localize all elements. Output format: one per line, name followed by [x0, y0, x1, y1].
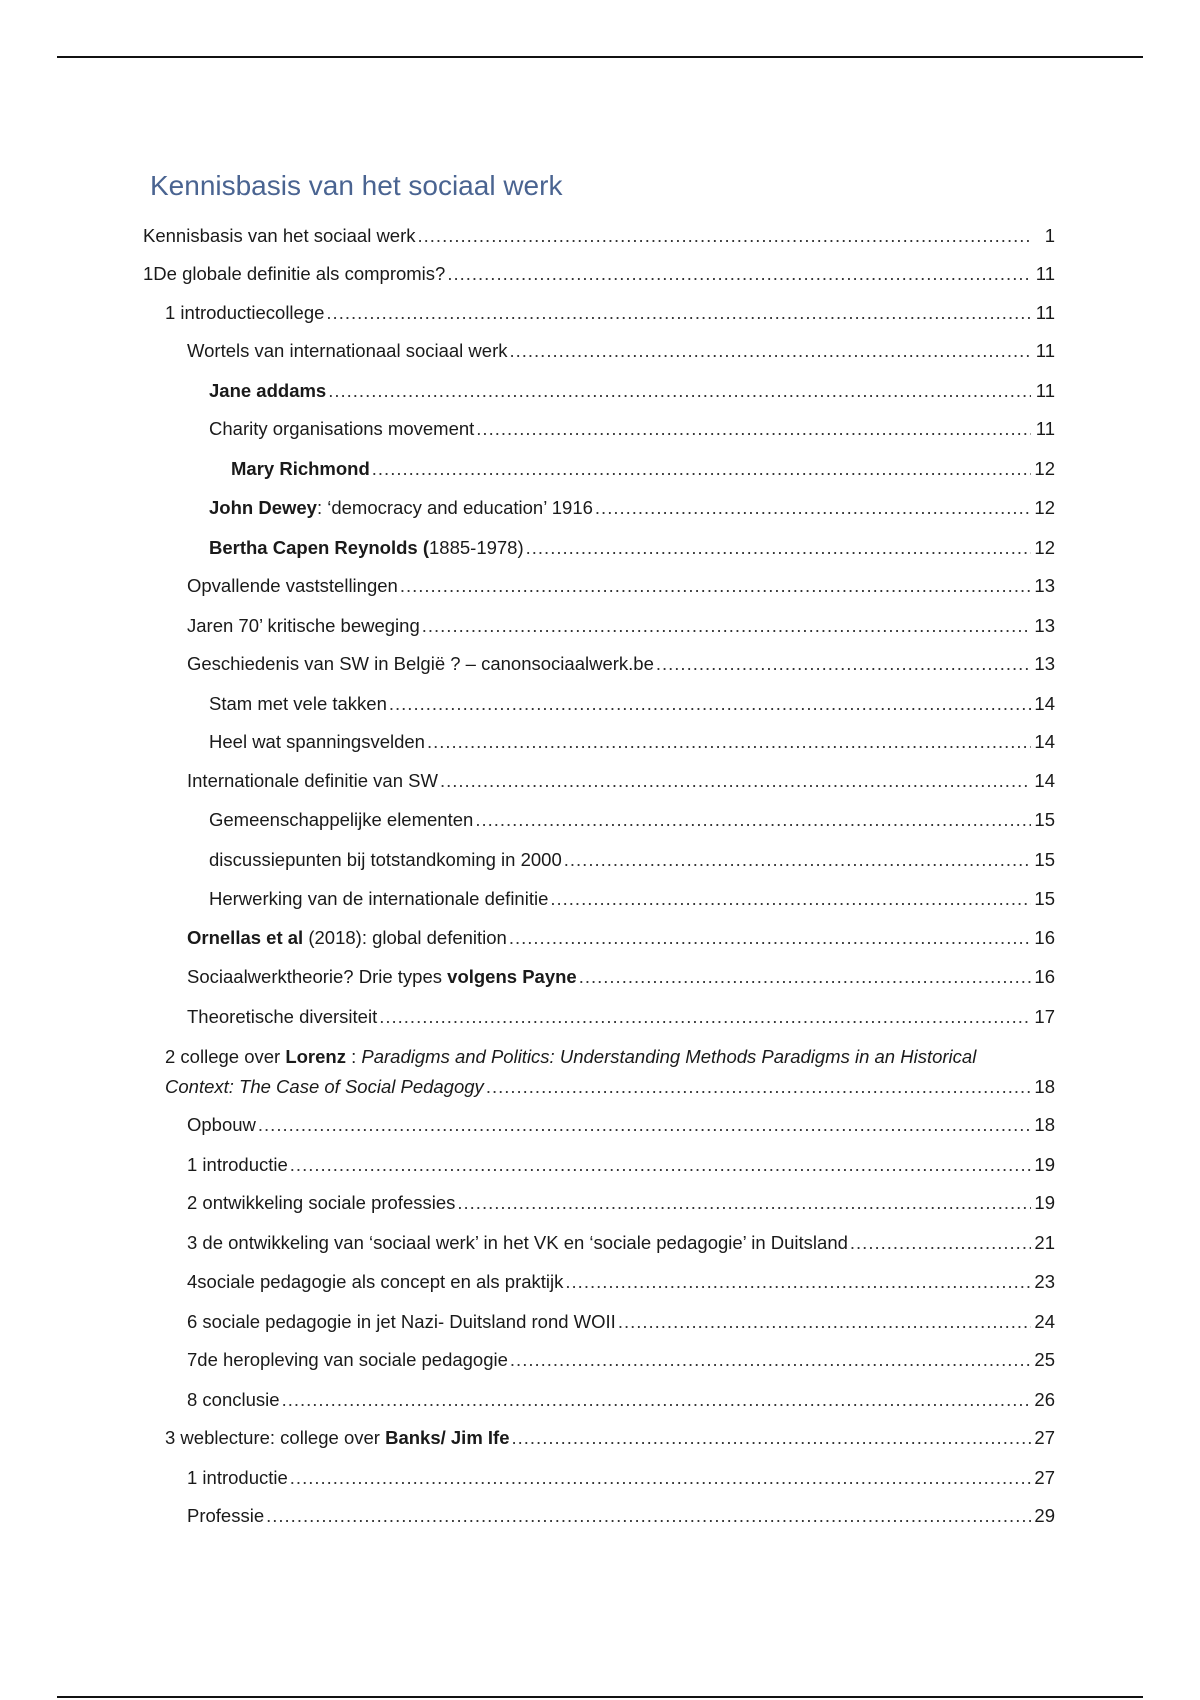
- toc-entry-label: [165, 1426, 510, 1450]
- toc-page-number: 23: [1034, 1271, 1055, 1292]
- toc-leader-dots: [618, 1310, 1031, 1334]
- toc-entry[interactable]: [187, 1191, 1055, 1215]
- toc-leader-dots: [564, 848, 1031, 872]
- toc-page-number: 16: [1034, 927, 1055, 948]
- toc-entry[interactable]: [209, 848, 1055, 872]
- toc-entry-label: [187, 1348, 508, 1372]
- toc-entry[interactable]: [187, 1504, 1055, 1528]
- toc-leader-dots: [526, 536, 1031, 560]
- toc-entry-text: Opvallende vaststellingen: [187, 575, 398, 596]
- toc-entry-text: John Dewey: [209, 497, 317, 518]
- toc-entry-text: Context: The Case of Social Pedagogy: [165, 1076, 484, 1097]
- toc-leader-dots: [447, 262, 1031, 286]
- toc-entry-text: Herwerking van de internationale definitie: [209, 888, 549, 909]
- toc-leader-dots: [509, 926, 1031, 950]
- toc-leader-dots: [258, 1113, 1031, 1137]
- toc-page-number: 24: [1034, 1311, 1055, 1332]
- toc-leader-dots: [400, 574, 1031, 598]
- toc-page-number: 13: [1034, 615, 1055, 636]
- toc-entry[interactable]: [187, 1153, 1055, 1177]
- toc-entry-text: Kennisbasis van het sociaal werk: [143, 225, 416, 246]
- toc-page-number: 12: [1034, 537, 1055, 558]
- toc-entry-text: 1 introductiecollege: [165, 302, 325, 323]
- toc-entry-text: 8 conclusie: [187, 1389, 280, 1410]
- toc-entry-label: [187, 769, 438, 793]
- toc-entry[interactable]: [187, 1005, 1055, 1029]
- toc-leader-dots: [418, 224, 1031, 248]
- toc-entry-label: [187, 339, 507, 363]
- toc-leader-dots: [509, 339, 1031, 363]
- toc-leader-dots: [372, 457, 1031, 481]
- toc-page-number: 21: [1034, 1232, 1055, 1253]
- toc-page-number: 17: [1034, 1006, 1055, 1027]
- toc-page-number: 11: [1035, 340, 1055, 361]
- toc-leader-dots: [476, 417, 1031, 441]
- toc-entry-label: [187, 1504, 264, 1528]
- toc-leader-dots: [290, 1153, 1031, 1177]
- toc-entry[interactable]: [165, 1075, 1055, 1099]
- toc-entry-wrapped-line[interactable]: [165, 1045, 976, 1069]
- toc-entry-text: Heel wat spanningsvelden: [209, 731, 425, 752]
- toc-leader-dots: [510, 1348, 1031, 1372]
- toc-entry[interactable]: [187, 1113, 1055, 1137]
- toc-entry-label: [231, 457, 370, 481]
- toc-entry-text: Internationale definitie van SW: [187, 770, 438, 791]
- toc-entry[interactable]: [209, 887, 1055, 911]
- toc-page-number: 29: [1034, 1505, 1055, 1526]
- toc-entry-text: 1De globale definitie als compromis?: [143, 263, 446, 284]
- toc-leader-dots: [512, 1426, 1032, 1450]
- toc-entry-text: Mary Richmond: [231, 458, 370, 479]
- toc-entry-label: [187, 965, 577, 989]
- toc-page-number: 15: [1034, 809, 1055, 830]
- toc-entry-label: [209, 417, 474, 441]
- toc-entry-text: Charity organisations movement: [209, 418, 475, 439]
- toc-leader-dots: [550, 887, 1031, 911]
- toc-leader-dots: [475, 808, 1031, 832]
- toc-leader-dots: [579, 965, 1031, 989]
- toc-page-number: 16: [1034, 966, 1055, 987]
- toc-entry-text: Lorenz: [285, 1046, 346, 1067]
- toc-entry[interactable]: [187, 1270, 1055, 1294]
- toc-leader-dots: [457, 1191, 1031, 1215]
- toc-entry-label: [209, 808, 473, 832]
- toc-entry-text: Professie: [187, 1505, 265, 1526]
- toc-page-number: 26: [1034, 1389, 1055, 1410]
- toc-page-number: 12: [1034, 458, 1055, 479]
- toc-entry-label: [209, 379, 326, 403]
- toc-leader-dots: [422, 614, 1031, 638]
- toc-entry-text: Gemeenschappelijke elementen: [209, 809, 474, 830]
- toc-leader-dots: [326, 301, 1031, 325]
- toc-entry-text: Wortels van internationaal sociaal werk: [187, 340, 508, 361]
- toc-entry-text: 3 de ontwikkeling van ‘sociaal werk’ in het VK en ‘sociale pedagogie’ in Duitsland: [187, 1232, 848, 1253]
- toc-entry[interactable]: [209, 496, 1055, 520]
- toc-entry-label: [209, 536, 524, 560]
- toc-entry[interactable]: [209, 730, 1055, 754]
- toc-page-number: 15: [1034, 888, 1055, 909]
- toc-entry-text: 1 introductie: [187, 1154, 288, 1175]
- toc-entry[interactable]: [165, 1426, 1055, 1450]
- toc-leader-dots: [595, 496, 1031, 520]
- toc-entry[interactable]: [187, 1348, 1055, 1372]
- toc-entry-label: [209, 692, 387, 716]
- toc-page-number: 19: [1034, 1192, 1055, 1213]
- toc-entry-label: [209, 496, 593, 520]
- toc-entry[interactable]: [187, 965, 1055, 989]
- toc-page-number: 11: [1035, 263, 1055, 284]
- toc-entry-label: [187, 614, 420, 638]
- toc-entry[interactable]: [209, 536, 1055, 560]
- toc-leader-dots: [379, 1005, 1031, 1029]
- toc-entry-text: 6 sociale pedagogie in jet Nazi- Duitsland rond WOII: [187, 1311, 616, 1332]
- toc-page-number: 12: [1034, 497, 1055, 518]
- toc-entry-label: [209, 730, 425, 754]
- toc-entry-text: Sociaalwerktheorie? Drie types: [187, 966, 448, 987]
- toc-page-number: 14: [1034, 693, 1055, 714]
- toc-page-number: 1: [1044, 225, 1055, 246]
- toc-page-number: 19: [1034, 1154, 1055, 1175]
- toc-entry[interactable]: [231, 457, 1055, 481]
- toc-entry-label: [165, 301, 324, 325]
- footer-rule: [57, 1696, 1143, 1698]
- toc-entry-label: [187, 652, 654, 676]
- toc-page-number: 11: [1035, 418, 1055, 439]
- toc-entry[interactable]: [187, 1466, 1055, 1490]
- toc-leader-dots: [850, 1231, 1031, 1255]
- toc-leader-dots: [328, 379, 1031, 403]
- toc-entry-label: [209, 848, 562, 872]
- toc-entry[interactable]: [209, 417, 1055, 441]
- toc-page-number: 25: [1034, 1349, 1055, 1370]
- toc-page-number: 18: [1034, 1076, 1055, 1097]
- toc-entry-text: (2018): global defenition: [303, 927, 507, 948]
- toc-page-number: 15: [1034, 849, 1055, 870]
- toc-leader-dots: [290, 1466, 1031, 1490]
- toc-entry[interactable]: [187, 926, 1055, 950]
- toc-entry[interactable]: [143, 224, 1055, 248]
- toc-entry-label: [187, 1310, 616, 1334]
- toc-leader-dots: [266, 1504, 1031, 1528]
- toc-entry-text: :: [345, 1046, 362, 1067]
- toc-leader-dots: [389, 692, 1031, 716]
- toc-entry-label: [209, 887, 548, 911]
- toc-entry-label: [187, 1153, 288, 1177]
- toc-entry-text: 1885-1978): [429, 537, 524, 558]
- toc-page-number: 14: [1034, 731, 1055, 752]
- toc-entry[interactable]: [187, 339, 1055, 363]
- toc-entry[interactable]: [187, 769, 1055, 793]
- toc-page-number: 13: [1034, 575, 1055, 596]
- toc-entry-label: [187, 926, 507, 950]
- toc-page-number: 27: [1034, 1427, 1055, 1448]
- toc-entry-label: [187, 1113, 256, 1137]
- toc-entry-label: [187, 1270, 563, 1294]
- toc-entry-text: Stam met vele takken: [209, 693, 387, 714]
- toc-page-number: 13: [1034, 653, 1055, 674]
- toc-page-number: 11: [1035, 302, 1055, 323]
- header-rule: [57, 56, 1143, 58]
- toc-entry[interactable]: [187, 1310, 1055, 1334]
- toc-entry-text: 2 college over: [165, 1046, 286, 1067]
- toc-entry-text: Ornellas et al: [187, 927, 304, 948]
- toc-entry[interactable]: [187, 574, 1055, 598]
- toc-entry-label: [165, 1075, 484, 1099]
- toc-entry-text: 1 introductie: [187, 1467, 288, 1488]
- toc-entry-label: [187, 1005, 377, 1029]
- toc-entry[interactable]: [187, 614, 1055, 638]
- toc-entry-text: 2 ontwikkeling sociale professies: [187, 1192, 456, 1213]
- toc-entry-text: 4sociale pedagogie als concept en als praktijk: [187, 1271, 564, 1292]
- toc-entry-text: Banks/ Jim Ife: [385, 1427, 510, 1448]
- toc-leader-dots: [486, 1075, 1031, 1099]
- toc-entry-label: [187, 1466, 288, 1490]
- toc-leader-dots: [440, 769, 1031, 793]
- toc-page-number: 11: [1035, 380, 1055, 401]
- toc-leader-dots: [656, 652, 1031, 676]
- toc-entry-text: : ‘democracy and education’ 1916: [316, 497, 593, 518]
- toc-entry-text: Paradigms and Politics: Understanding Methods Paradigms in an Historical: [361, 1046, 977, 1067]
- toc-entry-label: [187, 1191, 455, 1215]
- toc-entry-label: [187, 1231, 848, 1255]
- toc-leader-dots: [427, 730, 1031, 754]
- toc-entry[interactable]: [209, 692, 1055, 716]
- toc-entry-label: [143, 224, 416, 248]
- toc-heading: Kennisbasis van het sociaal werk: [150, 170, 563, 201]
- toc-entry-text: 3 weblecture: college over: [165, 1427, 386, 1448]
- toc-entry-text: Geschiedenis van SW in België ? – canonsociaalwerk.be: [187, 653, 654, 674]
- toc-leader-dots: [565, 1270, 1031, 1294]
- toc-entry[interactable]: [209, 379, 1055, 403]
- toc-entry-text: discussiepunten bij totstandkoming in 2000: [209, 849, 562, 870]
- toc-entry-text: 7de heropleving van sociale pedagogie: [187, 1349, 508, 1370]
- toc-entry-text: Bertha Capen Reynolds (: [209, 537, 429, 558]
- toc-entry[interactable]: [187, 1388, 1055, 1412]
- toc-entry-text: Jaren 70’ kritische beweging: [187, 615, 420, 636]
- toc-entry-label: [187, 574, 398, 598]
- toc-page-number: 18: [1034, 1114, 1055, 1135]
- toc-page-number: 27: [1034, 1467, 1055, 1488]
- toc-entry-text: Opbouw: [187, 1114, 256, 1135]
- toc-entry[interactable]: [165, 301, 1055, 325]
- toc-page-number: 14: [1034, 770, 1055, 791]
- toc-entry-text: volgens Payne: [447, 966, 577, 987]
- toc-entry[interactable]: [187, 652, 1055, 676]
- toc-entry-text: Jane addams: [209, 380, 327, 401]
- toc-entry[interactable]: [187, 1231, 1055, 1255]
- toc-entry-text: Theoretische diversiteit: [187, 1006, 378, 1027]
- toc-leader-dots: [282, 1388, 1031, 1412]
- toc-entry-label: [187, 1388, 280, 1412]
- toc-entry[interactable]: [143, 262, 1055, 286]
- toc-entry[interactable]: [209, 808, 1055, 832]
- toc-entry-label: [143, 262, 445, 286]
